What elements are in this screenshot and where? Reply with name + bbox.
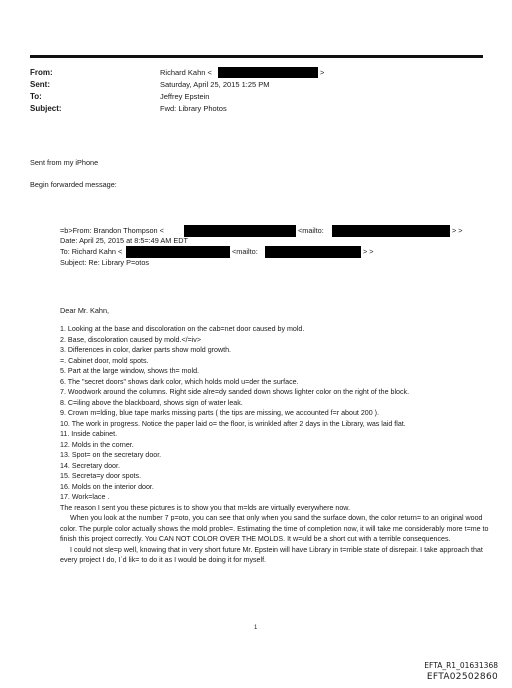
letter-body bbox=[60, 324, 500, 566]
sent-value: Saturday, April 25, 2015 1:25 PM bbox=[160, 80, 270, 89]
list-item: 3. Differences in color, darker parts show mold growth. bbox=[60, 346, 231, 354]
redaction-box bbox=[332, 225, 450, 237]
redaction-box bbox=[265, 246, 361, 258]
forwarded-end-1: > > bbox=[452, 226, 463, 235]
greeting: Dear Mr. Kahn, bbox=[60, 306, 110, 315]
forwarded-subject-line: Subject: Re: Library P=otos bbox=[60, 258, 150, 267]
subject-value: Fwd: Library Photos bbox=[160, 104, 227, 113]
from-suffix: > bbox=[320, 68, 325, 77]
list-item: 7. Woodwork around the columns. Right side alre=dy sanded down shows lighter color on the right of the block. bbox=[60, 388, 410, 396]
to-label: To: bbox=[30, 92, 42, 101]
list-item: 10. The work in progress. Notice the paper laid o= the floor, is wrinkled after 2 days in the Library, was laid flat. bbox=[60, 419, 406, 428]
forwarded-end-2: > > bbox=[363, 247, 374, 256]
forwarded-from-line: =b>From: Brandon Thompson < bbox=[60, 226, 164, 235]
subject-label: Subject: bbox=[30, 104, 62, 113]
list-item: =. Cabinet door, mold spots. bbox=[60, 356, 149, 365]
forwarded-to-line: To: Richard Kahn < bbox=[60, 247, 123, 256]
list-item: 1. Looking at the base and discoloration on the cab=net door caused by mold. bbox=[60, 325, 305, 333]
list-item: 11. Inside cabinet. bbox=[60, 430, 118, 438]
list-item: 12. Molds in the corner. bbox=[60, 440, 134, 449]
list-item: 17. Work=lace . bbox=[60, 493, 110, 501]
efta-id-large: EFTA02502860 bbox=[426, 672, 498, 682]
paragraph: When you look at the number 7 p=oto, you can see that only when you sand the surface down, the color return= to an original wood color. The purple color actually shows the mold proble=. Estimating the time of completion now, it will take me considerably more t=me to finish this project correctly. You CAN NOT COLOR OVER THE MOLDS. It w=uld be a short cut with a terrible consequences. bbox=[60, 514, 489, 543]
list-item: 9. Crown m=lding, blue tape marks missing parts ( the tips are missing, we accounted f=r about 200 ). bbox=[60, 409, 379, 417]
list-item: 13. Spot= on the secretary door. bbox=[60, 451, 162, 459]
forwarded-mailto-1: <mailto: bbox=[298, 226, 324, 235]
forwarded-mailto-2: <mailto: bbox=[232, 247, 258, 256]
list-item: 5. Part at the large window, shows th= mold. bbox=[60, 367, 199, 375]
page-number: 1 bbox=[254, 625, 258, 631]
sent-label: Sent: bbox=[30, 80, 50, 89]
forwarded-date-line: Date: April 25, 2015 at 8:5=:49 AM EDT bbox=[60, 236, 188, 245]
paragraph: I could not sle=p well, knowing that in very short future Mr. Epstein will have Library in t=rrible state of disrepair. I take approach that every project I do, I`d lik= to do it as I would be doing it for myself. bbox=[60, 545, 483, 564]
to-value: Jeffrey Epstein bbox=[160, 92, 210, 101]
list-item: 14. Secretary door. bbox=[60, 461, 120, 470]
from-value: Richard Kahn < bbox=[160, 68, 212, 77]
sent-from-line: Sent from my iPhone bbox=[30, 158, 99, 167]
list-item: 8. C=iling above the blackboard, shows sign of water leak. bbox=[60, 398, 243, 407]
header-rule bbox=[30, 55, 483, 58]
redaction-box bbox=[184, 225, 296, 237]
paragraph: The reason I sent you these pictures is to show you that m=lds are virtually everywhere now. bbox=[60, 503, 351, 512]
redaction-box bbox=[218, 67, 318, 78]
list-item: 6. The "secret doors" shows dark color, which holds mold u=der the surface. bbox=[60, 377, 299, 386]
list-item: 16. Molds on the interior door. bbox=[60, 482, 154, 491]
list-item: 15. Secreta=y door spots. bbox=[60, 472, 142, 480]
begin-forwarded-line: Begin forwarded message: bbox=[30, 180, 117, 189]
redaction-box bbox=[126, 246, 230, 258]
efta-id-small: EFTA_R1_01631368 bbox=[424, 661, 498, 670]
from-label: From: bbox=[30, 68, 53, 77]
list-item: 2. Base, discoloration caused by mold.</=iv> bbox=[60, 335, 201, 344]
